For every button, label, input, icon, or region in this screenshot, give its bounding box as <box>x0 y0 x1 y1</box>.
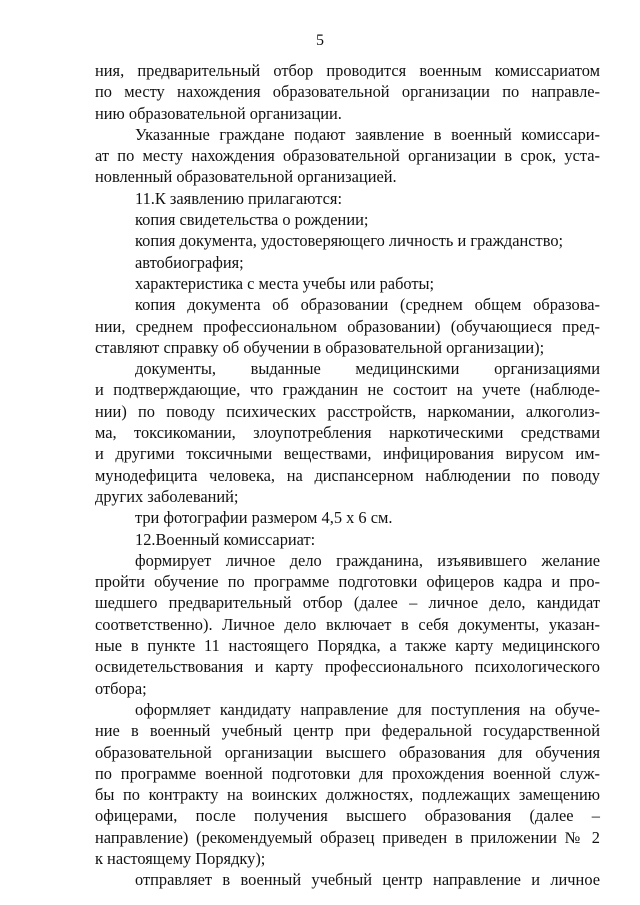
text-line: формирует личное дело гражданина, изъявившего желание <box>135 550 600 570</box>
page-number: 5 <box>316 32 324 49</box>
document-body <box>95 60 600 891</box>
text-line: три фотографии размером 4,5 х 6 см. <box>135 508 393 528</box>
text-line: по месту нахождения образовательной организации по направле- <box>95 82 600 102</box>
text-line: направление) (рекомендуемый образец приведен в приложении № 2 <box>95 827 600 847</box>
text-line: пройти обучение по программе подготовки офицеров кадра и про- <box>95 572 600 592</box>
text-line: копия свидетельства о рождении; <box>135 210 369 230</box>
text-line: других заболеваний; <box>95 486 239 506</box>
text-line: оформляет кандидату направление для поступления на обуче- <box>135 699 600 719</box>
text-line: копия документа об образовании (среднем общем образова- <box>135 295 600 315</box>
text-line: 11.К заявлению прилагаются: <box>135 188 343 208</box>
text-line: характеристика с места учебы или работы; <box>135 273 435 293</box>
text-line: нии, среднем профессиональном образовании) (обучающиеся пред- <box>95 316 600 336</box>
text-line: автобиография; <box>135 252 244 272</box>
text-line: шедшего предварительный отбор (далее – личное дело, кандидат <box>95 593 600 613</box>
text-line: соответственно). Личное дело включает в себя документы, указан- <box>95 614 600 634</box>
text-line: ния, предварительный отбор проводится военным комиссариатом <box>95 61 600 80</box>
text-line: бы по контракту на воинских должностях, подлежащих замещению <box>95 785 600 805</box>
text-line: отбора; <box>95 678 147 698</box>
text-line: документы, выданные медицинскими организациями <box>135 359 600 379</box>
text-line: мунодефицита человека, на диспансерном наблюдении по поводу <box>95 465 600 485</box>
text-line: отправляет в военный учебный центр направление и личное <box>135 870 600 890</box>
text-line: освидетельствования и карту профессионального психологического <box>95 657 600 677</box>
text-line: копия документа, удостоверяющего личность и гражданство; <box>135 231 564 251</box>
text-line: ставляют справку об обучении в образовательной организации); <box>95 337 545 357</box>
text-line: ные в пункте 11 настоящего Порядка, а также карту медицинского <box>95 636 600 656</box>
text-line: нию образовательной организации. <box>95 103 342 123</box>
text-line: ма, токсикомании, злоупотребления наркотическими средствами <box>95 423 600 443</box>
text-line: ат по месту нахождения образовательной организации в срок, уста- <box>95 146 600 166</box>
text-line: Указанные граждане подают заявление в военный комиссари- <box>135 124 600 144</box>
text-line: и другими токсичными веществами, инфицирования вирусом им- <box>95 444 600 464</box>
text-line: новленный образовательной организацией. <box>95 167 397 187</box>
text-line: офицерами, после получения высшего образования (далее – <box>95 806 600 826</box>
text-line: образовательной организации высшего образования для обучения <box>95 742 600 762</box>
text-line: по программе военной подготовки для прохождения военной служ- <box>95 763 600 783</box>
text-line: 12.Военный комиссариат: <box>135 529 316 549</box>
text-line: и подтверждающие, что гражданин не состоит на учете (наблюде- <box>95 380 600 400</box>
text-line: к настоящему Порядку); <box>95 848 266 868</box>
text-line: нии) по поводу психических расстройств, наркомании, алкоголиз- <box>95 401 600 421</box>
text-line: ние в военный учебный центр при федеральной государственной <box>95 721 600 741</box>
